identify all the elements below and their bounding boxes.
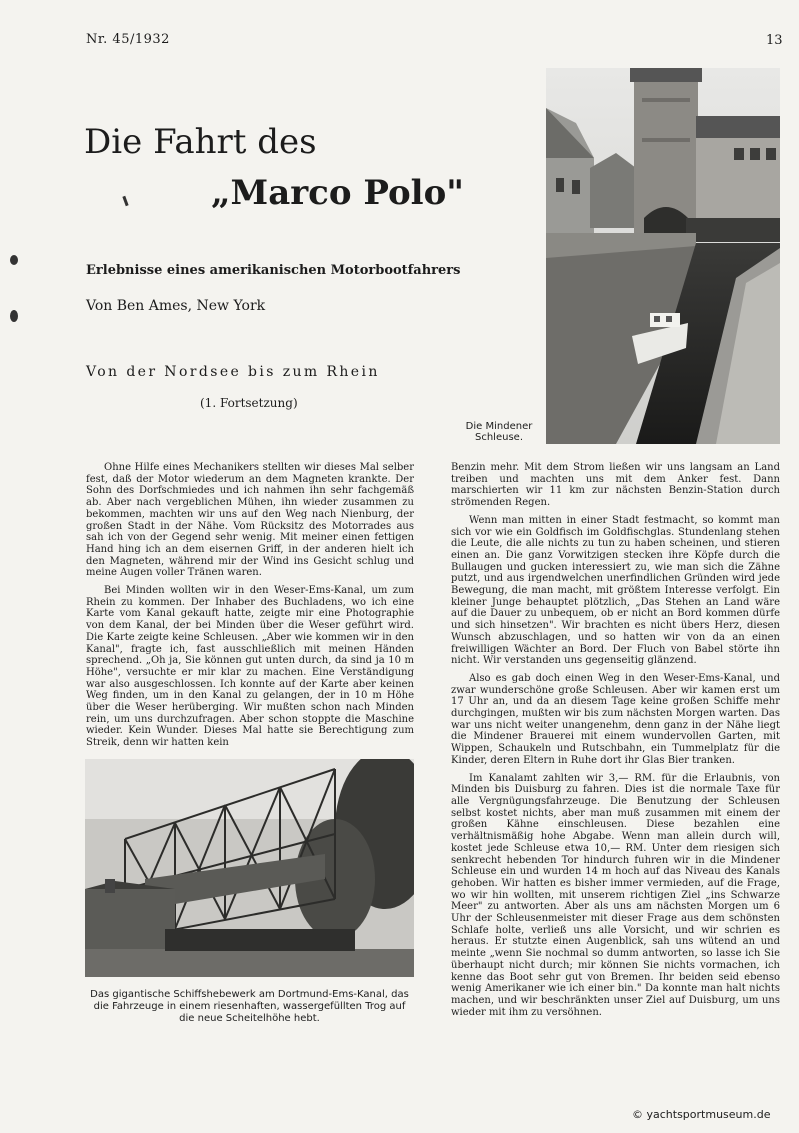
- caption-boat-lift: Das gigantische Schiffshebewerk am Dortmund-Ems-Kanal, das die Fahrzeuge in einem riesenhaften, wassergefüllten Trog auf die neue Scheitelhöhe hebt.: [90, 989, 409, 1024]
- watermark: © yachtsportmuseum.de: [632, 1108, 771, 1121]
- byline: Von Ben Ames, New York: [86, 298, 266, 314]
- paragraph: Bei Minden wollten wir in den Weser-Ems-Kanal, um zum Rhein zu kommen. Der Inhaber des Buchladens, wo ich eine Karte vom Kanal gekauft hatte, zeigte mir eine Photographie von dem Kanal, der bei Minden über die Weser geführt wird. Die Karte zeigte keine Schleusen. „Aber wie kommen wir in den Kanal", fragte ich, fast ausschließlich mit meinen Händen sprechend. „Oh ja, Sie können gut unten durch, da sind ja 10 m Höhe", versuchte er mir klar zu machen. Eine Verständigung war also ausgeschlossen. Ich konnte auf der Karte aber keinen Weg finden, um in den Kanal zu gelangen, der in 10 m Höhe über die Weser herüberging. Wir mußten schon nach Minden rein, um uns durchzufragen. Aber schon stoppte die Maschine wieder. Kein Wunder. Dieses Mal hatte sie Berechtigung zum Streik, denn wir hatten kein: [86, 585, 414, 749]
- paragraph: Benzin mehr. Mit dem Strom ließen wir uns langsam an Land treiben und machten uns mit dem Anker fest. Dann marschierten wir 11 km zur nächsten Benzin-Station durch strömenden Regen.: [451, 462, 780, 509]
- binding-holes: [8, 250, 22, 370]
- photo-minden-lock: [546, 68, 780, 444]
- article-body-left: [86, 462, 414, 752]
- title-line-1: Die Fahrt des: [84, 122, 317, 162]
- paragraph: Im Kanalamt zahlten wir 3,— RM. für die Erlaubnis, von Minden bis Duisburg zu fahren. Dies ist die normale Taxe für alle Vergnügungsfahrzeuge. Die Benutzung der Schleusen selbst kostet nichts, aber man muß zusammen mit einem der großen Kähne einschleusen. Diese bezahlen eine verhältnismäßig hohe Abgabe. Wenn man allein durch will, kostet jede Schleuse etwa 10,— RM. Unter dem riesigen sich senkrecht hebenden Tor hindurch fuhren wir in die Mindener Schleuse ein und wurden 14 m hoch auf das Niveau des Kanals gehoben. Wir hatten es bisher immer vermieden, auf die Frage, wo wir hin wollten, mit unserem richtigen Ziel „ins Schwarze Meer" zu antworten. Aber als uns am nächsten Morgen um 6 Uhr der Schleusenmeister mit dieser Frage aus dem schönsten Schlafe holte, verließ uns alle Vorsicht, und wir schrien es heraus. Er stutzte einen Augenblick, sah uns wütend an und meinte „wenn Sie nochmal so dumm antworten, so lasse ich Sie überhaupt nicht durch; mir können Sie nichts vormachen, ich kenne das Boot sehr gut von Bremen. Ihr beiden seid ebenso wenig Amerikaner wie ich einer bin." Da konnte man halt nichts machen, und wir beschränkten unser Ziel auf Duisburg, um uns wieder mit ihm zu versöhnen.: [451, 772, 780, 1018]
- page-number: 13: [766, 33, 783, 48]
- paragraph: Ohne Hilfe eines Mechanikers stellten wir dieses Mal selber fest, daß der Motor wiederum an dem Magneten krankte. Der Sohn des Dorfschmiedes und ich nahmen ihn sehr fachgemäß ab. Aber nach vergeblichen Mühen, ihn wieder zusammen zu bekommen, machten wir uns auf den Weg nach Nienburg, der großen Stadt in der Nähe. Vom Rücksitz des Motorrades aus sah ich von der Gegend sehr wenig. Mit meiner einen fettigen Hand hing ich an dem eisernen Griff, in der anderen hielt ich den Magneten, während mir der Wind ins Gesicht schlug und meine Augen voller Tränen waren.: [86, 462, 414, 579]
- paragraph: Also es gab doch einen Weg in den Weser-Ems-Kanal, und zwar wunderschöne große Schleusen. Aber wir kamen erst um 17 Uhr an, und da an diesem Tage keine großen Schiffe mehr durchgingen, mußten wir bis zum nächsten Morgen warten. Das war uns nicht weiter unangenehm, denn ganz in der Nähe liegt die Mindener Brauerei mit einem wundervollen Garten, mit Wippen, Schaukeln und Rutschbahn, ein Tummelplatz für die Kinder, deren Eltern in Ruhe dort ihr Glas Bier tranken.: [451, 672, 780, 766]
- caption-minden-lock: Die Mindener Schleuse.: [465, 421, 533, 443]
- issue-number: Nr. 45/1932: [86, 32, 170, 47]
- photo-boat-lift: [85, 759, 414, 977]
- title-line-2: „Marco Polo": [211, 173, 464, 213]
- subtitle: Erlebnisse eines amerikanischen Motorbootfahrers: [86, 263, 461, 278]
- installment-label: (1. Fortsetzung): [200, 396, 298, 410]
- article-body-right: [451, 462, 780, 1067]
- section-title: Von der Nordsee bis zum Rhein: [86, 364, 380, 380]
- print-mark: [122, 196, 128, 206]
- paragraph: Wenn man mitten in einer Stadt festmacht, so kommt man sich vor wie ein Goldfisch im Goldfischglas. Stundenlang stehen die Leute, die alle nichts zu tun zu haben scheinen, und stieren einen an. Die ganz Vorwitzigen stecken ihre Köpfe durch die Bullaugen und gucken interessiert zu, wie man sich die Zähne putzt, und aus irgendwelchen unerfindlichen Gründen wird jede Bewegung, die man macht, mit größtem Interesse verfolgt. Ein kleiner Junge behauptet plötzlich, „Das Stehen an Land wäre auf die Dauer zu unbequem, ob er nicht an Bord kommen dürfe und sich hinsetzen". Wir brachten es nicht übers Herz, diesen Wunsch abzuschlagen, und so hatten wir von da an einen freiwilligen Wächter an Bord. Der Fluch von Babel störte ihn nicht. Wir verstanden uns gegenseitig glänzend.: [451, 514, 780, 667]
